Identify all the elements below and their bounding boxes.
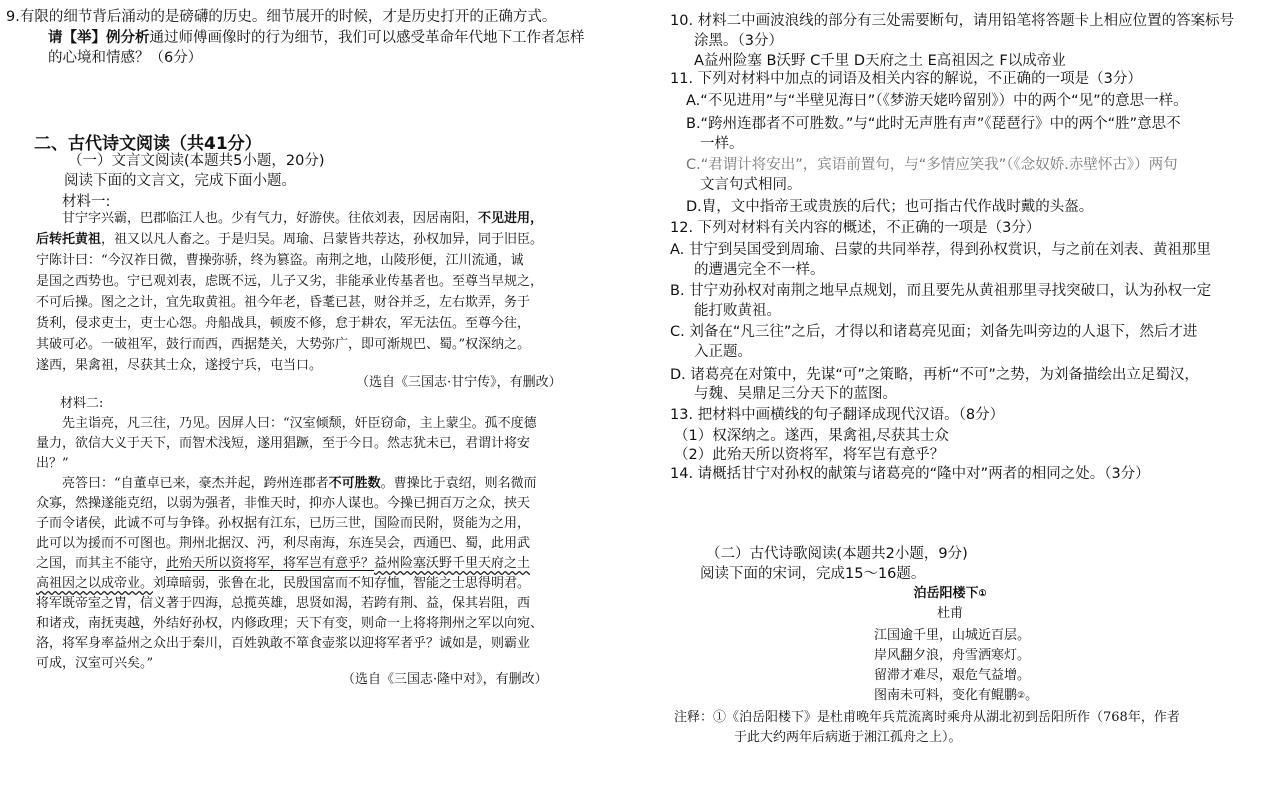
m2-line4: [62, 474, 537, 494]
q9-line1: 9.有限的细节背后涌动的是磅礴的历史。细节展开的时候，才是历史打开的正确方式。: [6, 9, 557, 25]
poem-title: [860, 584, 1040, 604]
m1-line1-a: 甘宁字兴霸，巴郡临江人也。少有气力，好游侠。往依刘表，因居南阳，: [62, 211, 479, 226]
m1-line1-bold: 不见进用，: [478, 211, 544, 226]
m2-line10: 将军既帝室之胄，信义著于四海，总揽英雄，思贤如渴，若跨有荆、益，保其岩阻，西: [36, 596, 531, 611]
q12-option-a-line1: A. 甘宁到吴国受到周瑜、吕蒙的共同举荐，得到孙权赏识，与之前在刘表、黄祖那里: [670, 242, 1211, 258]
poem-line4-end: 。: [1025, 688, 1039, 703]
q11-option-d: D.胄，文中指帝王或贵族的后代；也可指古代作战时戴的头盔。: [686, 199, 1094, 215]
m1-line6: 货利，侵求吏士，吏士心怨。舟船战具，顿废不修，怠于耕农，军无法伍。至尊今往，: [36, 316, 531, 331]
q13-item2: （2）此殆天所以资将军，将军岂有意乎？: [674, 447, 945, 463]
poem-author: 杜甫: [936, 606, 963, 621]
poem-title-footnote-mark: ①: [978, 589, 987, 599]
poem-title-text: 泊岳阳楼下: [913, 586, 979, 601]
note-line1: 注释：①《泊岳阳楼下》是杜甫晚年兵荒流离时乘舟从湖北初到岳阳所作（768年，作者: [674, 710, 1180, 725]
q9-line2-emph: 请【举】例分析: [48, 30, 150, 46]
q12-option-b-line2: 能打败黄祖。: [694, 303, 781, 319]
poem-line4: [874, 686, 1038, 706]
m2-line5: 众寡，然操遂能克绍，以弱为强者，非惟天时，抑亦人谋也。今操已拥百万之众，挟天: [36, 496, 531, 511]
q10-options: A益州险塞 B沃野 C千里 D天府之土 E高祖因之 F以成帝业: [694, 53, 1066, 69]
q13-item1: （1）权深纳之。遂西，果禽祖,尽获其士众: [674, 428, 949, 444]
m2-line11: 和诸戎，南抚夷越，外结好孙权，内修政理；天下有变，则命一上将将荆州之军以向宛、: [36, 616, 544, 631]
m1-line2-bold: 后转托黄祖: [36, 232, 102, 247]
q12-option-b-line1: B. 甘宁劝孙权对南荆之地早点规划，而且要先从黄祖那里寻找突破口，认为孙权一定: [670, 283, 1212, 299]
m1-source: （选自《三国志·甘宁传》，有删改）: [356, 375, 562, 390]
section2-title: 二、古代诗文阅读（共41分）: [34, 134, 262, 154]
m2-line12: 洛，将军身率益州之众出于秦川，百姓孰敢不箪食壶浆以迎将军者乎？诚如是，则霸业: [36, 636, 531, 651]
m2-line4-bold: 不可胜数: [328, 476, 381, 491]
m2-line4-a: 亮答曰：“自董卓已来，豪杰并起，跨州连郡者: [62, 476, 329, 491]
q14-stem: 14. 请概括甘宁对孙权的献策与诸葛亮的“隆中对”两者的相同之处。（3分）: [670, 466, 1150, 482]
q11-stem: 11. 下列对材料中加点的词语及相关内容的解说，不正确的一项是（3分）: [670, 71, 1142, 87]
sub2-instruction: 阅读下面的宋词，完成15～16题。: [700, 566, 926, 582]
m2-line9-b: 刘璋暗弱，张鲁在北，民殷国富而不知存恤，智能之士思得明君。: [153, 576, 531, 591]
q13-stem: 13. 把材料中画横线的句子翻译成现代汉语。（8分）: [670, 407, 1005, 423]
q9-line2-rest: 通过师傅画像时的行为细节，我们可以感受革命年代地下工作者怎样: [149, 30, 585, 46]
poem-line4-footnote-mark: ②: [1017, 691, 1026, 701]
m2-line4-c: 。曹操比于袁绍，则名微而: [380, 476, 537, 491]
m2-line1: 先主诣亮，凡三往，乃见。因屏人曰：“汉室倾颓，奸臣窃命，主上蒙尘。孤不度德: [62, 416, 537, 431]
m2-source: （选自《三国志·隆中对》，有删改）: [342, 672, 548, 687]
m1-line3: 宁陈计曰：“今汉祚日微，曹操弥骄，终为篡盗。南荆之地，山陵形便，江川流通，诚: [36, 253, 524, 268]
q12-stem: 12. 下列对材料有关内容的概述，不正确的一项是（3分）: [670, 220, 1041, 236]
q11-option-a: A.“不见进用”与“半壁见海日”（《梦游天姥吟留别》）中的两个“见”的意思一样。: [686, 93, 1188, 109]
m2-line8-a: 之国，而其主不能守，: [36, 556, 167, 571]
poem-line4-text: 图南未可料，变化有鲲鹏: [874, 688, 1018, 703]
m1-line2: [36, 230, 543, 250]
m2-line7: 此可以为援而不可图也。荆州北据汉、沔，利尽南海，东连吴会，西通巴、蜀，此用武: [36, 536, 531, 551]
m2-line13: 可成，汉室可兴矣。”: [36, 656, 154, 671]
q12-option-c-line1: C. 刘备在“凡三往”之后，才得以和诸葛亮见面；刘备先叫旁边的人退下，然后才进: [670, 324, 1198, 340]
q11-option-c-line1: [686, 156, 1178, 175]
material2-label: 材料二:: [60, 396, 104, 411]
q12-option-d-line2: 与魏、吴鼎足三分天下的蓝图。: [694, 386, 897, 402]
m2-line9-wavy: 高祖因之以成帝业。: [36, 576, 154, 591]
m2-line2: 量力，欲信大义于天下，而智术浅短，遂用猖蹶，至于今日。然志犹未已，君谓计将安: [36, 436, 531, 451]
m1-line1: [62, 209, 543, 229]
m2-line9: [36, 574, 530, 594]
m2-line8-underlined: 此殆天所以资将军，将军岂有意乎？: [166, 556, 375, 571]
m1-line4: 是国之西势也。宁已观刘表，虑既不远，儿子又劣，非能承业传基者也。至尊当早规之，: [36, 274, 544, 289]
q9-line2: [48, 29, 585, 48]
note-line2: 于此大约两年后病逝于湘江孤舟之上）。: [734, 730, 962, 745]
m2-line6: 子而令诸侯，此诚不可与争锋。孙权据有江东，已历三世，国险而民附，贤能为之用，: [36, 516, 531, 531]
q12-option-c-line2: 入正题。: [694, 344, 752, 360]
m1-line2-b: ，祖又以凡人畜之。于是归吴。周瑜、吕蒙皆共荐达，孙权加异，同于旧臣。: [101, 232, 544, 247]
m1-line7: 其破可必。一破祖军，鼓行而西，西据楚关，大势弥广，即可渐规巴、蜀。”权深纳之。: [36, 337, 531, 352]
poem-line3: 留滞才难尽，艰危气益增。: [874, 668, 1031, 683]
q10-line2: 涂黑。（3分）: [694, 33, 783, 49]
q11-option-c-text: C.“君谓计将安出”，宾语前置句，与“多情应笑我”（《念奴娇.赤壁怀古》）两句: [686, 157, 1178, 173]
q11-option-c-line2: 文言句式相同。: [700, 177, 802, 193]
sub1-instruction: 阅读下面的文言文，完成下面小题。: [64, 173, 296, 189]
m2-line8-wavy: 益州险塞沃野千里天府之土: [374, 556, 531, 571]
q11-option-b-line1: B.“跨州连郡者不可胜数。”与“此时无声胜有声”《琵琶行》中的两个“胜”意思不: [686, 116, 1181, 132]
q12-option-d-line1: D. 诸葛亮在对策中，先谋“可”之策略，再析“不可”之势，为刘备描绘出立足蜀汉，: [670, 367, 1199, 383]
m2-line8: [36, 554, 530, 574]
q10-line1: 10. 材料二中画波浪线的部分有三处需要断句，请用铅笔将答题卡上相应位置的答案标号: [670, 13, 1235, 29]
q12-option-a-line2: 的遭遇完全不一样。: [694, 262, 825, 278]
q9-line3: 的心境和情感？（6分）: [48, 50, 203, 66]
material1-label: 材料一:: [62, 194, 111, 210]
sub2-title: （二）古代诗歌阅读(本题共2小题，9分): [706, 546, 968, 562]
poem-line2: 岸风翻夕浪，舟雪洒寒灯。: [874, 648, 1031, 663]
m1-line8: 遂西，果禽祖，尽获其士众，遂授宁兵，屯当口。: [36, 358, 323, 373]
m2-line3: 出？”: [36, 456, 69, 471]
q11-option-b-line2: 一样。: [700, 136, 744, 152]
poem-line1: 江国逾千里，山城近百层。: [874, 628, 1031, 643]
sub1-title: （一）文言文阅读(本题共5小题，20分): [68, 153, 325, 169]
m1-line5: 不可后操。图之之计，宜先取黄祖。祖今年老，昏耄已甚，财谷并乏，左右欺弄，务于: [36, 295, 531, 310]
